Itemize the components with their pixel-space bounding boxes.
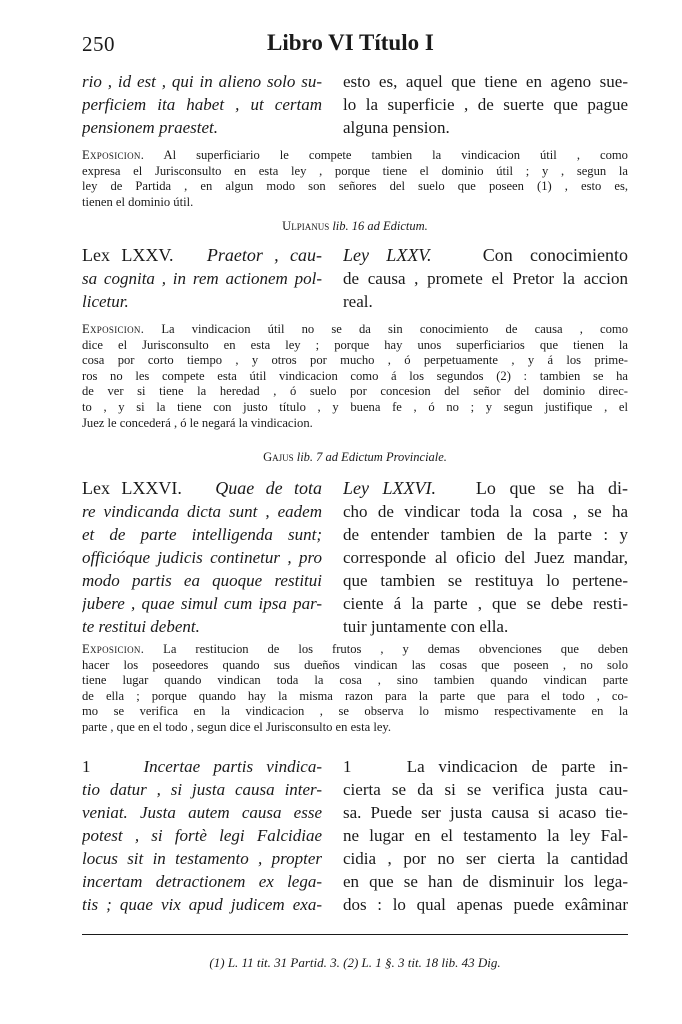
exposicion-paragraph [82, 642, 628, 736]
spanish-line: que tambien se restituya lo pertene- [343, 571, 628, 590]
page-header [82, 30, 642, 64]
source-citation [82, 450, 628, 465]
exposicion-line: dice el Jurisconsulto en esta ley ; porque hay unos superficiarios que tienen la [82, 337, 628, 352]
lex-heading: Lex LXXVI. [82, 478, 182, 498]
paragraph-number: 1 [343, 757, 352, 776]
ley-heading: Ley LXXVI. [343, 478, 437, 498]
exposicion-line: parte , que en el todo , segun dice el Jurisconsulto en esta ley. [82, 719, 392, 734]
exposicion-line: de ella ; porque quando hay la misma razon para la parte que para el todo , co- [82, 688, 628, 703]
exposicion-line: hacer los poseedores quando sus dueños vindican las cosas que poseen , no solo [82, 657, 628, 672]
latin-line: pensionem praestet. [82, 118, 218, 137]
latin-line: licetur. [82, 292, 129, 311]
ley-heading: Ley LXXV. [343, 245, 432, 265]
paragraph-1-latin [82, 755, 322, 916]
exposicion-line: tienen el dominio útil. [82, 194, 194, 209]
exposicion-line: Exposicion. Al superficiario le compete tambien la vindicacion útil , como [82, 148, 628, 162]
spanish-line: esto es, aquel que tiene en ageno sue- [343, 72, 628, 91]
exposicion-line: tiene lugar quando vindican toda la cosa , sino tambien quando vindican parte [82, 673, 628, 688]
latin-line: tio datur , si justa causa inter- [82, 780, 322, 799]
latin-line: te restitui debent. [82, 617, 200, 636]
spanish-line: de entender tambien de la parte : y [343, 525, 628, 544]
spanish-line: tuir juntamente con ella. [343, 617, 509, 636]
latin-line: 1 Incertae partis vindica- [82, 757, 322, 776]
running-title: Libro VI Título I [267, 30, 434, 55]
latin-line: tis ; quae vix apud judicem exa- [82, 895, 322, 914]
exposicion-line: expresa el Jurisconsulto en esta ley , porque tiene el dominio útil ; y , segun la [82, 163, 628, 178]
exposicion-label: Exposicion. [82, 148, 145, 162]
latin-line: et de parte intelligenda sunt; [82, 525, 322, 544]
spanish-line: cidia , por no ser cierta la cantidad [343, 849, 628, 868]
lex-lxxvi-latin [82, 477, 322, 638]
footnotes: (1) L. 11 tit. 31 Partid. 3. (2) L. 1 §. 3 tit. 18 lib. 43 Dig. [209, 955, 501, 970]
latin-line: rio , id est , qui in alieno solo su- [82, 72, 322, 91]
spanish-line: sa. Puede ser justa causa si acaso tie- [343, 803, 628, 822]
spanish-line: de causa , promete el Pretor la accion [343, 269, 628, 288]
spanish-line: cierta se da si se verifica justa cau- [343, 780, 628, 799]
spanish-line: dos : lo qual apenas puede exâminar [343, 895, 628, 914]
latin-line: locus sit in testamento , propter [82, 849, 322, 868]
latin-line: modo partis ea quoque restitui [82, 571, 322, 590]
latin-line: veniat. Justa autem causa esse [82, 803, 322, 822]
source-reference: lib. 16 ad Edictum. [332, 219, 428, 233]
latin-line: Lex LXXVI. Quae de tota [82, 478, 322, 498]
source-citation [82, 219, 628, 234]
paragraph-number: 1 [82, 757, 91, 776]
exposicion-line: cosa por corto tiempo , y otros por mucho , ó perpetuamente , y á los prime- [82, 353, 628, 368]
spanish-column-continuation [343, 70, 628, 139]
latin-line: jubere , quae simul cum ipsa par- [82, 594, 322, 613]
spanish-line: Ley LXXVI. Lo que se ha di- [343, 478, 628, 498]
latin-line: potest , si fortè legi Falcidiae [82, 826, 322, 845]
exposicion-label: Exposicion. [82, 642, 145, 656]
lex-lxxvi-spanish [343, 477, 628, 638]
exposicion-paragraph [82, 148, 628, 210]
exposicion-line: Exposicion. La vindicacion útil no se da sin conocimiento de causa , como [82, 322, 628, 336]
exposicion-line: ros no les compete esta útil vindicacion como á los segundos (2) : tambien se ha [82, 368, 628, 383]
footnote-divider [82, 934, 628, 935]
page-number: 250 [82, 32, 115, 56]
spanish-line: lo la superficie , de suerte que pague [343, 95, 628, 114]
source-author: Ulpianus [282, 219, 330, 233]
spanish-line: en que se han de disminuir los lega- [343, 872, 628, 891]
exposicion-line: ley de Partida , en algun modo son señores del suelo que poseen (1) , esto es, [82, 179, 628, 194]
spanish-line: alguna pension. [343, 118, 450, 137]
latin-line: incertam detractionem ex lega- [82, 872, 322, 891]
spanish-line: ne lugar en el testamento la ley Fal- [343, 826, 628, 845]
exposicion-line: to , y si la tiene con justo título , y buena fe , ó no ; y segun justifique , el [82, 399, 628, 414]
spanish-line: cho de vindicar toda la cosa , se ha [343, 502, 628, 521]
latin-line: re vindicanda dicta sunt , eadem [82, 502, 322, 521]
latin-line: perficiem ita habet , ut certam [82, 95, 322, 114]
exposicion-paragraph [82, 322, 628, 431]
spanish-line: real. [343, 292, 373, 311]
latin-line: officióque judicis continetur , pro [82, 548, 322, 567]
exposicion-line: Juez le concederá , ó le negará la vindicacion. [82, 415, 313, 430]
spanish-line: Ley LXXV. Con conocimiento [343, 245, 628, 265]
paragraph-1-spanish [343, 755, 628, 916]
spanish-line: 1 La vindicacion de parte in- [343, 757, 628, 776]
latin-column-continuation [82, 70, 322, 139]
source-author: Gajus [263, 450, 294, 464]
exposicion-line: de ver si tiene la heredad , ó suelo por concesion del señor del dominio direc- [82, 384, 628, 399]
lex-lxxv-spanish [343, 244, 628, 313]
latin-line: Lex LXXV. Praetor , cau- [82, 245, 322, 265]
lex-heading: Lex LXXV. [82, 245, 174, 265]
exposicion-label: Exposicion. [82, 322, 145, 336]
spanish-line: corresponde al oficio del Juez mandar, [343, 548, 628, 567]
exposicion-line: Exposicion. La restitucion de los frutos , y demas obvenciones que deben [82, 642, 628, 656]
spanish-line: ciente á la parte , que se debe resti- [343, 594, 628, 613]
latin-line: sa cognita , in rem actionem pol- [82, 269, 322, 288]
exposicion-line: mo se verifica en la vindicacion , se observa lo mismo respectivamente en la [82, 704, 628, 719]
source-reference: lib. 7 ad Edictum Provinciale. [296, 450, 447, 464]
lex-lxxv-latin [82, 244, 322, 313]
